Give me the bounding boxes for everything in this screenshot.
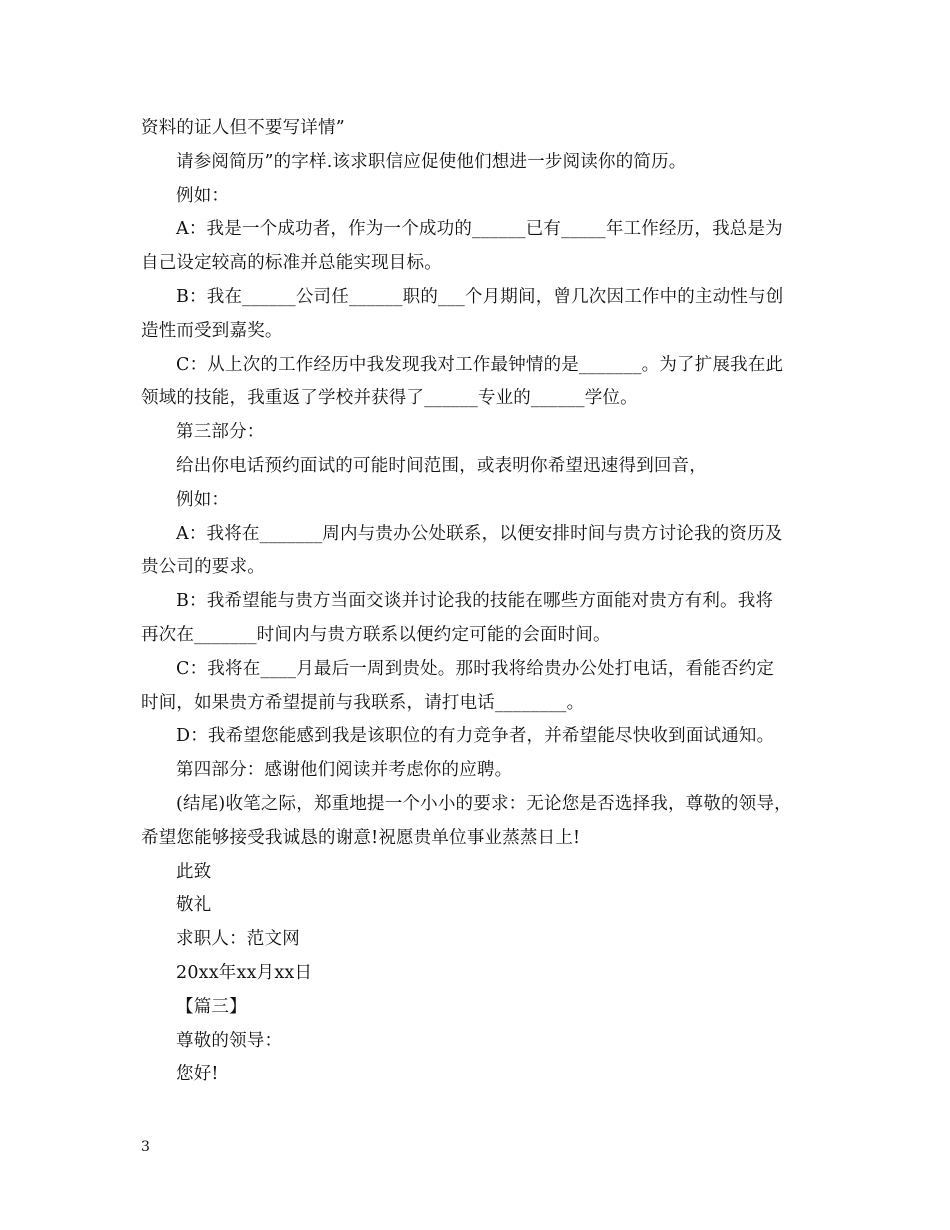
text-line: 希望您能够接受我诚恳的谢意!祝愿贵单位事业蒸蒸日上! [141, 827, 581, 848]
text-line: 敬礼 [176, 895, 212, 916]
text-line: 贵公司的要求。 [141, 557, 265, 578]
text-line: D：我希望您能感到我是该职位的有力竞争者，并希望能尽快收到面试通知。 [176, 726, 775, 747]
text-line: 时间，如果贵方希望提前与我联系，请打电话________。 [141, 692, 585, 713]
text-line: A：我是一个成功者，作为一个成功的______已有_____年工作经历，我总是为 [176, 219, 783, 240]
document-body [141, 112, 831, 1092]
text-line: C：我将在____月最后一周到贵处。那时我将给贵办公处打电话，看能否约定 [176, 658, 775, 679]
page-number: 3 [141, 1139, 150, 1155]
text-line: 例如： [176, 185, 230, 206]
text-line: 求职人：范文网 [176, 929, 300, 950]
text-line: 再次在_______时间内与贵方联系以便约定可能的会面时间。 [141, 624, 611, 645]
text-line: 自己设定较高的标准并总能实现目标。 [141, 253, 442, 274]
text-line: 尊敬的领导： [176, 1030, 283, 1051]
text-line: 您好! [176, 1064, 219, 1085]
text-line: 资料的证人但不要写详情” [141, 118, 345, 138]
text-line: 给出你电话预约面试的可能时间范围，或表明你希望迅速得到回音， [176, 455, 707, 476]
text-line: 例如： [176, 489, 230, 510]
text-line: 第四部分：感谢他们阅读并考虑你的应聘。 [176, 760, 513, 781]
text-line: 【篇三】 [176, 996, 247, 1017]
text-line: B：我希望能与贵方当面交谈并讨论我的技能在哪些方面能对贵方有利。我将 [176, 591, 774, 612]
text-line: 造性而受到嘉奖。 [141, 320, 283, 341]
text-line: (结尾)收笔之际，郑重地提一个小小的要求：无论您是否选择我，尊敬的领导， [176, 793, 792, 814]
text-line: C：从上次的工作经历中我发现我对工作最钟情的是_______。为了扩展我在此 [176, 354, 784, 375]
text-line: B：我在______公司任______职的___个月期间，曾几次因工作中的主动性与创 [176, 286, 784, 307]
text-line: 领域的技能，我重返了学校并获得了______专业的______学位。 [141, 388, 638, 409]
text-line: 此致 [176, 861, 212, 882]
text-line: 第三部分： [176, 422, 265, 443]
text-line: 请参阅简历”的字样.该求职信应促使他们想进一步阅读你的简历。 [176, 151, 687, 172]
text-line: 20xx年xx月xx日 [176, 962, 313, 983]
text-line: A：我将在_______周内与贵办公处联系，以便安排时间与贵方讨论我的资历及 [176, 523, 783, 544]
